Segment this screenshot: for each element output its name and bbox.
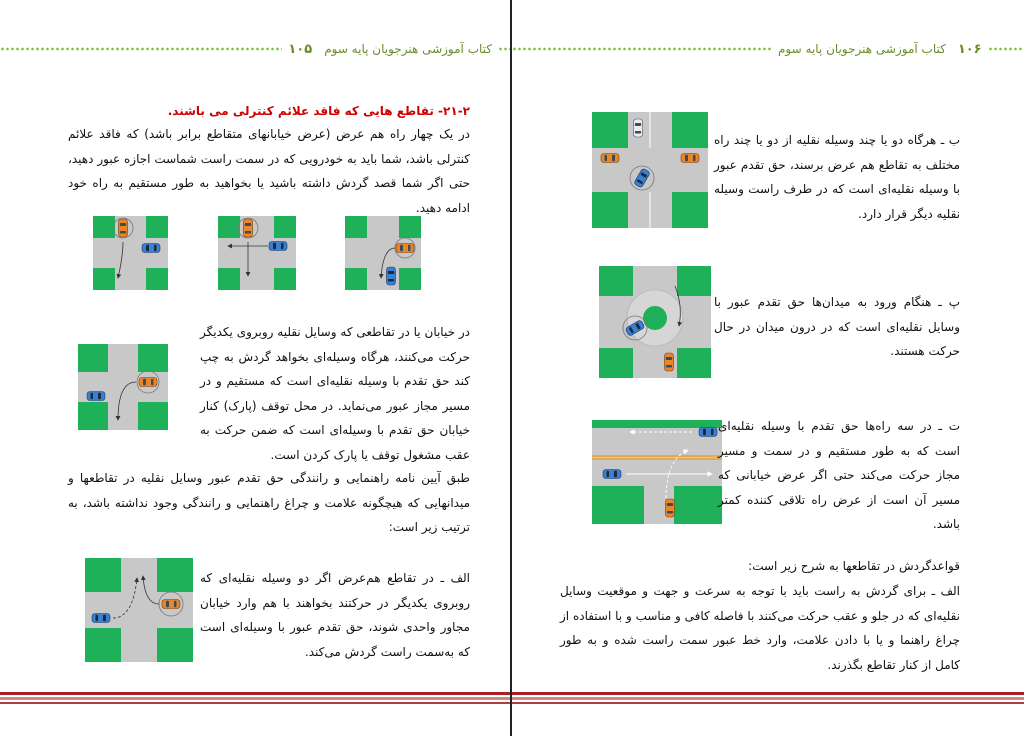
left-page-header	[0, 42, 510, 56]
paragraph-p: پ ـ هنگام ورود به میدان‌ها حق تقدم عبور با وسایل نقلیه‌ای است که در درون میدان در حال حرکت هستند.	[714, 295, 960, 358]
header-title: کتاب آموزشی هنرجویان پایه سوم	[778, 42, 946, 56]
header-dotted-rule	[512, 46, 772, 52]
paragraph-rules: طبق آیین نامه راهنمایی و رانندگی حق تقدم عبور وسایل نقلیه در تقاطعها و میدانهایی که هیچگونه علامت و چراغ راهنمایی و رانندگی وجود نداشته باشد، به ترتیب زیر است:	[68, 471, 470, 534]
header-dotted-rule-end	[498, 46, 510, 52]
left-page	[0, 0, 510, 736]
rule-alef: الف ـ برای گردش به راست باید با توجه به سرعت و جهت و موقعیت وسایل نقلیه‌ای که در جلو و عقب حرکت می‌کنند با فاصله کافی و مناسب و با استفاده از چراغ راهنما و یا با دادن علامت، وارد خط عبور سمت راست شده و به طور کامل از کنار تقاطع بگذرند.	[560, 584, 960, 672]
right-footer-rule	[512, 692, 1024, 704]
paragraph-left-turn: در خیابان یا در تقاطعی که وسایل نقلیه روبروی یکدیگر حرکت می‌کنند، هرگاه وسیله‌ای بخواهد گردش به چپ کند حق تقدم با وسیله نقلیه‌ای است که مستقیم و در مسیر مجاز عبور می‌نماید. در محل توقف (پارک) کنار خیابان حق تقدم با وسیله‌ای است که ضمن حرکت به عقب مشغول توقف یا پارک کردن است.	[200, 325, 470, 462]
intersection-figure-3	[345, 216, 421, 290]
intersection-figure-2	[218, 216, 296, 290]
header-dotted-rule	[0, 46, 282, 52]
paragraph-alef: الف ـ در تقاطع هم‌عرض اگر دو وسیله نقلیه‌ای که روبروی یکدیگر در حرکتند بخواهند با هم وارد خیابان مجاور واحدی شوند، حق تقدم عبور با وسیله‌ای است که به‌سمت راست گردش می‌کند.	[200, 571, 470, 659]
section-title: ۲۱-۲- تقاطع هایی که فاقد علائم کنترلی می باشند.	[167, 104, 470, 118]
right-page-header	[512, 42, 1024, 56]
roundabout-figure	[599, 266, 711, 378]
left-footer-rule	[0, 692, 510, 704]
t-junction-figure	[592, 420, 722, 524]
left-turn-figure	[78, 344, 168, 430]
intersection-figure-1	[93, 216, 168, 290]
page-number: ۱۰۵	[288, 41, 313, 57]
page-number: ۱۰۶	[957, 41, 982, 57]
same-width-intersection-figure	[85, 558, 193, 662]
header-title: کتاب آموزشی هنرجویان پایه سوم	[324, 42, 492, 56]
paragraph-b: ب ـ هرگاه دو یا چند وسیله نقلیه از دو یا چند راه مختلف به تقاطع هم عرض برسند، حق تقدم عبور با وسیله نقلیه‌ای است که در طرف راست وسیله نقلیه دیگر قرار دارد.	[714, 133, 960, 221]
right-page	[512, 0, 1024, 736]
multi-vehicle-intersection-figure	[592, 112, 708, 228]
header-dotted-rule-end	[988, 46, 1024, 52]
paragraph-t: ت ـ در سه راه‌ها حق تقدم با وسیله نقلیه‌ای است که به طور مستقیم و در سمت و مسیر مجاز حرکت می‌کند حتی اگر عرض خیابانی که مسیر آن است از عرض راه تلاقی کننده کمتر باشد.	[718, 419, 960, 531]
paragraph-intro: در یک چهار راه هم عرض (عرض خیابانهای متقاطع برابر باشد) که فاقد علائم کنترلی باشد، شما باید به خودرویی که در سمت راست شماست اجازه عبور دهید، حتی اگر شما قصد گردش داشته باشید یا بخواهید به طور مستقیم به راه خود ادامه دهید.	[68, 127, 470, 215]
rules-intro: قواعدگردش در تقاطعها به شرح زیر است:	[748, 559, 960, 573]
